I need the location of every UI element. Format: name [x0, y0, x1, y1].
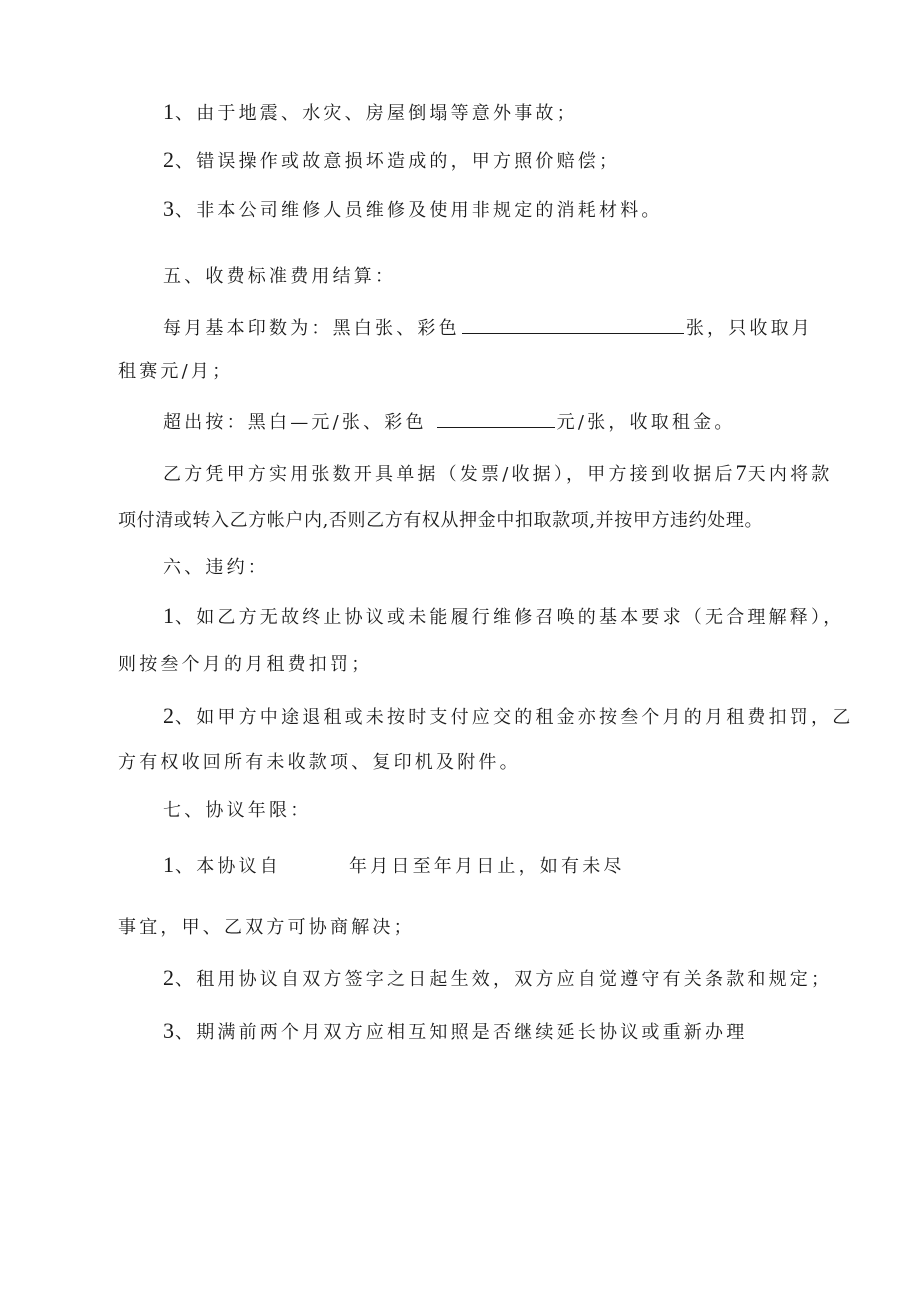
para-text: 项付清或转入乙方帐户内,否则乙方有权从押金中扣取款项,并按甲方违约处理。 — [118, 510, 764, 531]
section-6-heading — [163, 556, 269, 580]
item-number: 2 — [163, 965, 175, 990]
para-text: 租赛元/月； — [118, 361, 234, 382]
para-text: 、期满前两个月双方应相互知照是否继续延长协议或重新办理 — [175, 1022, 748, 1043]
section-7-para-b — [118, 916, 415, 940]
para-text: 、租用协议自双方签字之日起生效，双方应自觉遵守有关条款和规定； — [175, 969, 833, 990]
item-text: 、非本公司维修人员维修及使用非规定的消耗材料。 — [175, 200, 663, 221]
blank-underline — [437, 409, 555, 428]
item-1-line — [163, 100, 578, 126]
para-text: 、本协议自 — [175, 856, 281, 877]
section-5-para-c — [163, 409, 736, 435]
section-6-para-a — [163, 604, 844, 630]
item-2-line — [163, 148, 620, 174]
para-text: 年月日至年月日止，如有未尽 — [349, 856, 625, 877]
item-text: 、由于地震、水灾、房屋倒塌等意外事故； — [175, 103, 578, 124]
section-7-para-a — [163, 853, 625, 879]
item-number: 1 — [163, 603, 175, 628]
item-number: 1 — [163, 99, 175, 124]
item-number: 3 — [163, 1018, 175, 1043]
section-6-para-b — [118, 653, 372, 677]
para-text: 则按叁个月的月租费扣罚； — [118, 654, 373, 675]
para-text: 事宜，甲、乙双方可协商解决； — [118, 917, 415, 938]
para-text: 、如甲方中途退租或未按时支付应交的租金亦按叁个月的月租费扣罚，乙 — [175, 707, 854, 728]
section-5-heading — [163, 265, 396, 289]
section-5-para-a — [163, 315, 813, 341]
para-text: 张，只收取月 — [685, 318, 814, 339]
heading-text: 六、违约： — [163, 557, 269, 578]
section-6-para-c — [163, 704, 853, 730]
section-7-para-d — [163, 1019, 747, 1045]
para-text: 方有权收回所有未收款项、复印机及附件。 — [118, 752, 521, 773]
item-number: 1 — [163, 852, 175, 877]
heading-text: 五、收费标准费用结算： — [163, 266, 397, 287]
para-text: 、如乙方无故终止协议或未能履行维修召唤的基本要求（无合理解释）， — [175, 607, 845, 628]
item-number: 3 — [163, 196, 175, 221]
para-text: 每月基本印数为：黑白张、彩色 — [163, 318, 460, 339]
para-text: 超出按：黑白—元/张、彩色 — [163, 412, 427, 433]
para-text: 元/张，收取租金。 — [556, 412, 736, 433]
item-number: 2 — [163, 703, 175, 728]
item-3-line — [163, 197, 663, 223]
section-7-heading — [163, 799, 311, 823]
section-5-para-b — [118, 360, 233, 384]
section-5-para-e — [118, 509, 763, 533]
para-text: 乙方凭甲方实用张数开具单据（发票/收据），甲方接到收据后 — [163, 464, 736, 485]
heading-text: 七、协议年限： — [163, 800, 312, 821]
section-5-para-d — [163, 461, 832, 487]
item-text: 、错误操作或故意损坏造成的，甲方照价赔偿； — [175, 151, 621, 172]
section-7-para-c — [163, 966, 832, 992]
para-text: 天内将款 — [747, 464, 833, 485]
item-number: 2 — [163, 147, 175, 172]
days-number: 7 — [735, 460, 748, 485]
blank-underline — [462, 315, 684, 334]
section-6-para-d — [118, 751, 521, 775]
